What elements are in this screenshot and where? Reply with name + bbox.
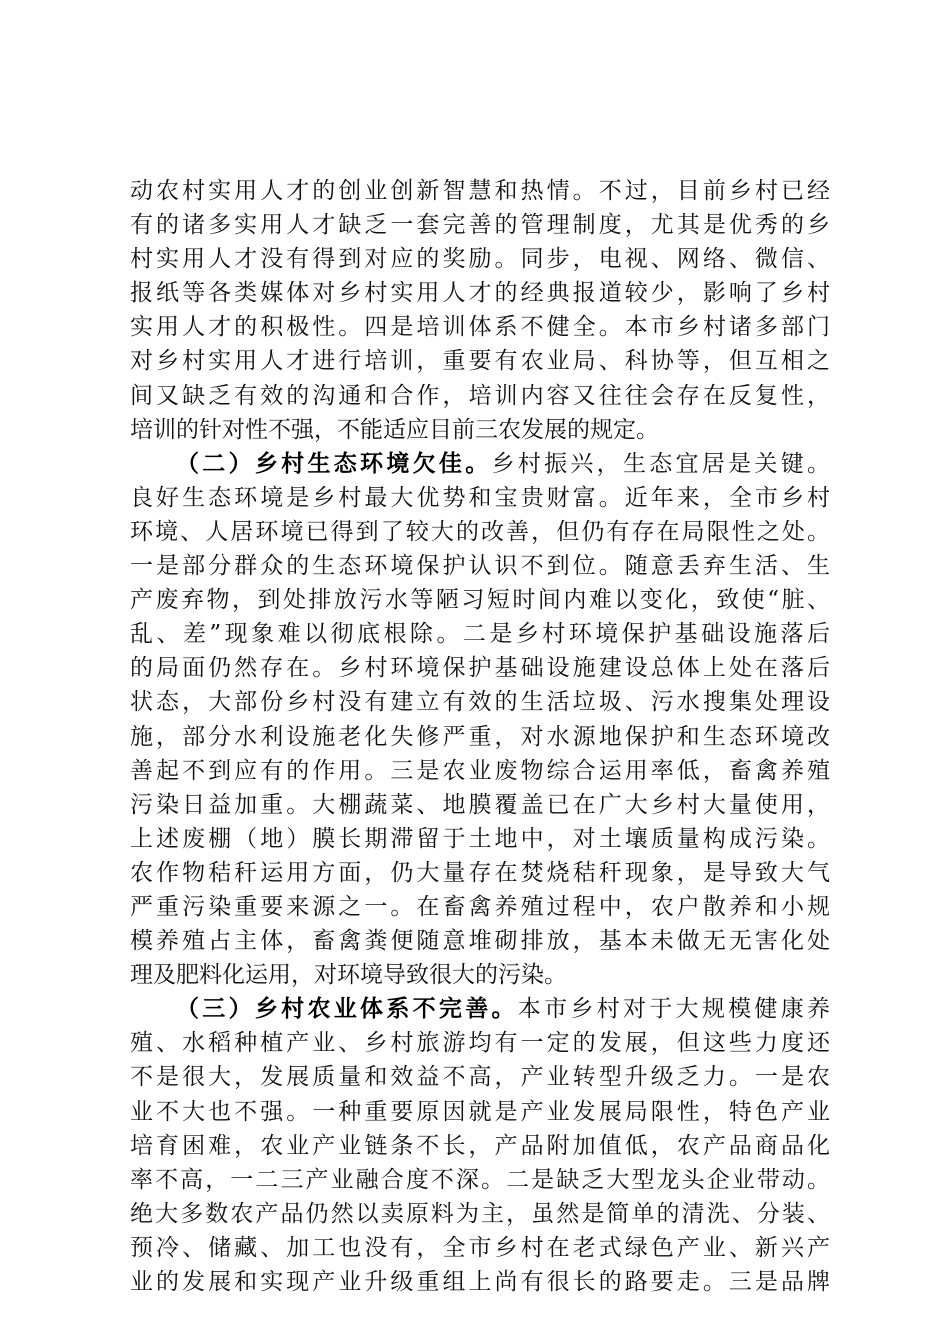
text-line: 实用人才的积极性。四是培训体系不健全。本市乡村诸多部门 <box>130 314 830 341</box>
paragraph-first-line <box>130 447 830 481</box>
text-line: 乱、差”现象难以彻底根除。二是乡村环境保护基础设施落后 <box>130 621 830 648</box>
text-line: 环境、人居环境已得到了较大的改善，但仍有存在局限性之处。 <box>130 518 830 545</box>
document-body <box>130 174 830 1299</box>
text-line: 率不高，一二三产业融合度不深。二是缺乏大型龙头企业带动。 <box>130 1166 830 1193</box>
text-line: 模养殖占主体，畜禽粪便随意堆砌排放，基本未做无无害化处 <box>130 928 830 955</box>
paragraph-talent-management <box>130 174 830 447</box>
text-line: 农作物秸秆运用方面，仍大量存在焚烧秸秆现象，是导致大气 <box>130 859 830 886</box>
text-line: 善起不到应有的作用。三是农业废物综合运用率低，畜禽养殖 <box>130 757 830 784</box>
text-line: 理及肥料化运用，对环境导致很大的污染。 <box>130 962 567 989</box>
text-line: 对乡村实用人才进行培训，重要有农业局、科协等，但互相之 <box>130 348 830 375</box>
text-line: 村实用人才没有得到对应的奖励。同步，电视、网络、微信、 <box>130 246 830 273</box>
text-line: 动农村实用人才的创业创新智慧和热情。不过，目前乡村已经 <box>130 178 830 204</box>
text-line: 状态，大部份乡村没有建立有效的生活垃圾、污水搜集处理设 <box>130 689 830 716</box>
text-line: 污染日益加重。大棚蔬菜、地膜覆盖已在广大乡村大量使用， <box>130 791 830 818</box>
text-line: 预冷、储藏、加工也没有，全市乡村在老式绿色产业、新兴产 <box>130 1234 830 1261</box>
paragraph-agriculture-system <box>130 992 830 1299</box>
section-heading: （三）乡村农业体系不完善。 <box>176 996 518 1023</box>
section-heading: （二）乡村生态环境欠佳。 <box>176 450 492 477</box>
text-line: 产废弃物，到处排放污水等陋习短时间内难以变化，致使“脏、 <box>130 587 830 614</box>
text-line: 良好生态环境是乡村最大优势和宝贵财富。近年来，全市乡村 <box>130 484 830 511</box>
text-line: 培育困难，农业产业链条不长，产品附加值低，农产品商品化 <box>130 1132 830 1159</box>
text-line: 业不大也不强。一种重要原因就是产业发展局限性，特色产业 <box>130 1098 830 1125</box>
paragraph-first-line <box>130 992 830 1026</box>
text-line: 业的发展和实现产业升级重组上尚有很长的路要走。三是品牌 <box>130 1269 830 1295</box>
text-line: 报纸等各类媒体对乡村实用人才的经典报道较少，影响了乡村 <box>130 280 830 307</box>
text-line: 殖、水稻种植产业、乡村旅游均有一定的发展，但这些力度还 <box>130 1030 830 1057</box>
heading-line-text: 本市乡村对于大规模健康养 <box>517 996 830 1023</box>
text-line: 培训的针对性不强，不能适应目前三农发展的规定。 <box>130 416 659 443</box>
text-line: 间又缺乏有效的沟通和合作，培训内容又往往会存在反复性， <box>130 382 830 409</box>
text-line: 绝大多数农产品仍然以卖原料为主，虽然是简单的清洗、分装、 <box>130 1200 830 1227</box>
text-line: 不是很大，发展质量和效益不高，产业转型升级乏力。一是农 <box>130 1064 830 1091</box>
text-line: 一是部分群众的生态环境保护认识不到位。随意丢弃生活、生 <box>130 553 830 580</box>
heading-line-text: 乡村振兴，生态宜居是关键。 <box>491 450 830 477</box>
text-line: 有的诸多实用人才缺乏一套完善的管理制度，尤其是优秀的乡 <box>130 212 830 239</box>
text-line: 上述废棚（地）膜长期滞留于土地中，对土壤质量构成污染。 <box>130 825 830 852</box>
text-line: 的局面仍然存在。乡村环境保护基础设施建设总体上处在落后 <box>130 655 830 682</box>
text-line: 施，部分水利设施老化失修严重，对水源地保护和生态环境改 <box>130 723 830 750</box>
text-line: 严重污染重要来源之一。在畜禽养殖过程中，农户散养和小规 <box>130 893 830 920</box>
paragraph-ecological-environment <box>130 447 830 993</box>
